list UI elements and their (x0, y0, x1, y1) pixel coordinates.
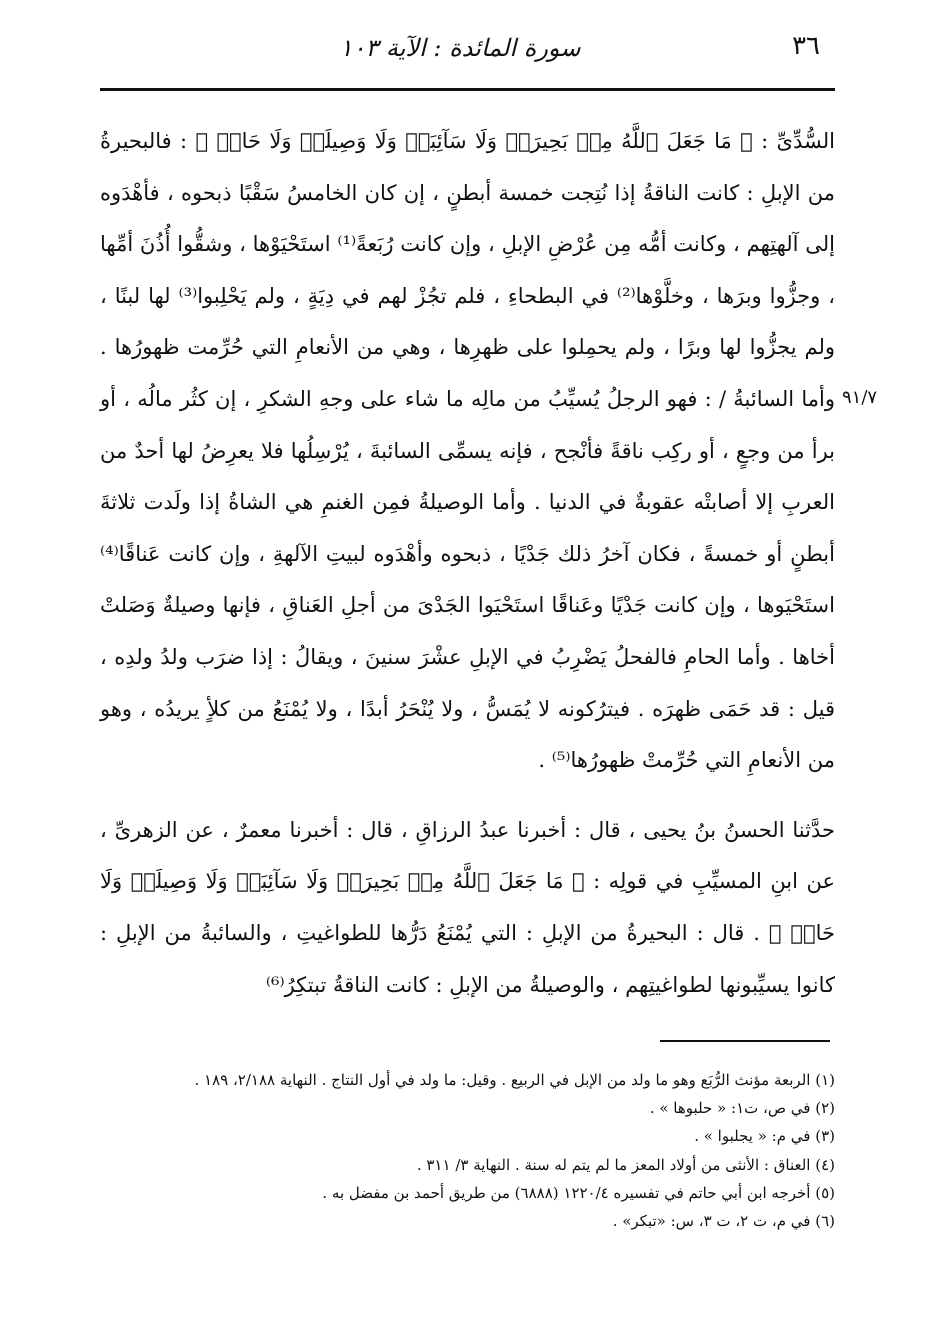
main-text (100, 116, 835, 1011)
footnote: (٦) في م، ت ٢، ت ٣، س: «تبكر» . (612, 1212, 835, 1231)
footnote: (٢) في ص، ت١: « حلبوها » . (649, 1099, 835, 1118)
page-number: ٣٦ (792, 31, 820, 61)
paragraph: السُّدِّىِّ : ﴿ مَا جَعَلَ ٱللَّهُ مِنۢ بَحِيرَةٖ وَلَا سَآئِبَةٖ وَلَا وَصِيلَةٖ وَلَا حَامٖ ﴾ : فالبحيرةُ من الإبلِ : كانت الناقةُ إذا نُتِجت خمسة أبطنٍ ، إن كان الخامسُ سَقْبًا ذبحوه ، فأهْدَوه إلى آلهتِهم ، وكانت أمُّه مِن عُرْضِ الإبلِ ، وإن كانت رُبَعةً⁽¹⁾ استَحْيَوْها ، وشقُّوا أُذُنَ أمِّها ، وجزُّوا وبرَها ، وخلَّوْها⁽²⁾ في البطحاءِ ، فلم تجُزْ لهم في دِيَةٍ ، ولم يَحْلِبوا⁽³⁾ لها لبنًا ، ولم يجزُّوا لها وبرًا ، ولم يحمِلوا على ظهرِها ، وهي من الأنعامِ التي حُرِّمت ظهورُها . وأما السائبةُ / : فهو الرجلُ يُسيِّبُ من مالِه ما شاء على وجهِ الشكرِ ، إن كثُر مالُه ، أو برأ من وجعٍ ، أو ركِب ناقةً فأنْجح ، فإنه يسمِّى السائبةَ ، يُرْسِلُها فلا يعرِضُ لها أحدٌ من العربِ إلا أصابتْه عقوبةٌ في الدنيا . وأما الوصيلةُ فمِن الغنمِ هي الشاةُ إذا ولَدت ثلاثةَ أبطنٍ أو خمسةً ، فكان آخرُ ذلك جَدْيًا ، ذبحوه وأهْدَوه لبيتِ الآلهةِ ، وإن كانت عَناقًا⁽⁴⁾ استَحْيَوها ، وإن كانت جَدْيًا وعَناقًا استَحْيَوا الجَدْىَ من أجلِ العَناقِ ، فإنها وصيلةٌ وَصَلتْ أخاها . وأما الحامِ فالفحلُ يَضْرِبُ في الإبلِ عشْرَ سنينَ ، ويقالُ : إذا ضرَب ولدُ ولدِه ، قيل : قد حَمَى ظهرَه . فيترُكونه لا يُمَسُّ ، ولا يُنْحَرُ أبدًا ، ولا يُمْنَعُ من كلأٍ يريدُه ، وهو من الأنعامِ التي حُرِّمتْ ظهورُها⁽⁵⁾ . (100, 129, 835, 773)
running-title: سورة المائدة : الآية ١٠٣ (339, 34, 581, 62)
footnote: (٤) العناق : الأنثى من أولاد المعز ما لم يتم له سنة . النهاية ٣/ ٣١١ . (416, 1155, 835, 1174)
footnote: (٣) في م: « يجلبوا » . (694, 1127, 835, 1146)
footnote-divider (660, 1040, 830, 1042)
footnote: (٥) أخرجه ابن أبي حاتم في تفسيره ١٢٢٠/٤ (٦٨٨٨) من طريق أحمد بن مفضل به . (322, 1183, 835, 1202)
margin-reference: ٩١/٧ (842, 387, 878, 408)
paragraph: حدَّثنا الحسنُ بنُ يحيى ، قال : أخبرنا عبدُ الرزاقِ ، قال : أخبرنا معمرٌ ، عن الزهرىِّ ، عن ابنِ المسيِّبِ في قولِه : ﴿ مَا جَعَلَ ٱللَّهُ مِنۢ بَحِيرَةٖ وَلَا سَآئِبَةٖ وَلَا وَصِيلَةٖ وَلَا حَامٖ ﴾ . قال : البحيرةُ من الإبلِ : التي يُمْنَعُ دَرُّها للطواغيتِ ، والسائبةُ من الإبلِ : كانوا يسيِّبونها لطواغيتِهم ، والوصيلةُ من الإبلِ : كانت الناقةُ تبتكِرُ⁽⁶⁾ (100, 817, 835, 997)
footnotes-list (100, 1066, 835, 1235)
footnote: (١) الربعة مؤنث الرُّبَع وهو ما ولد من الإبل في الربيع . وقيل: ما ولد في أول النتاج . النهاية ٢/١٨٨، ١٨٩ . (194, 1071, 835, 1089)
header-divider (100, 88, 835, 91)
